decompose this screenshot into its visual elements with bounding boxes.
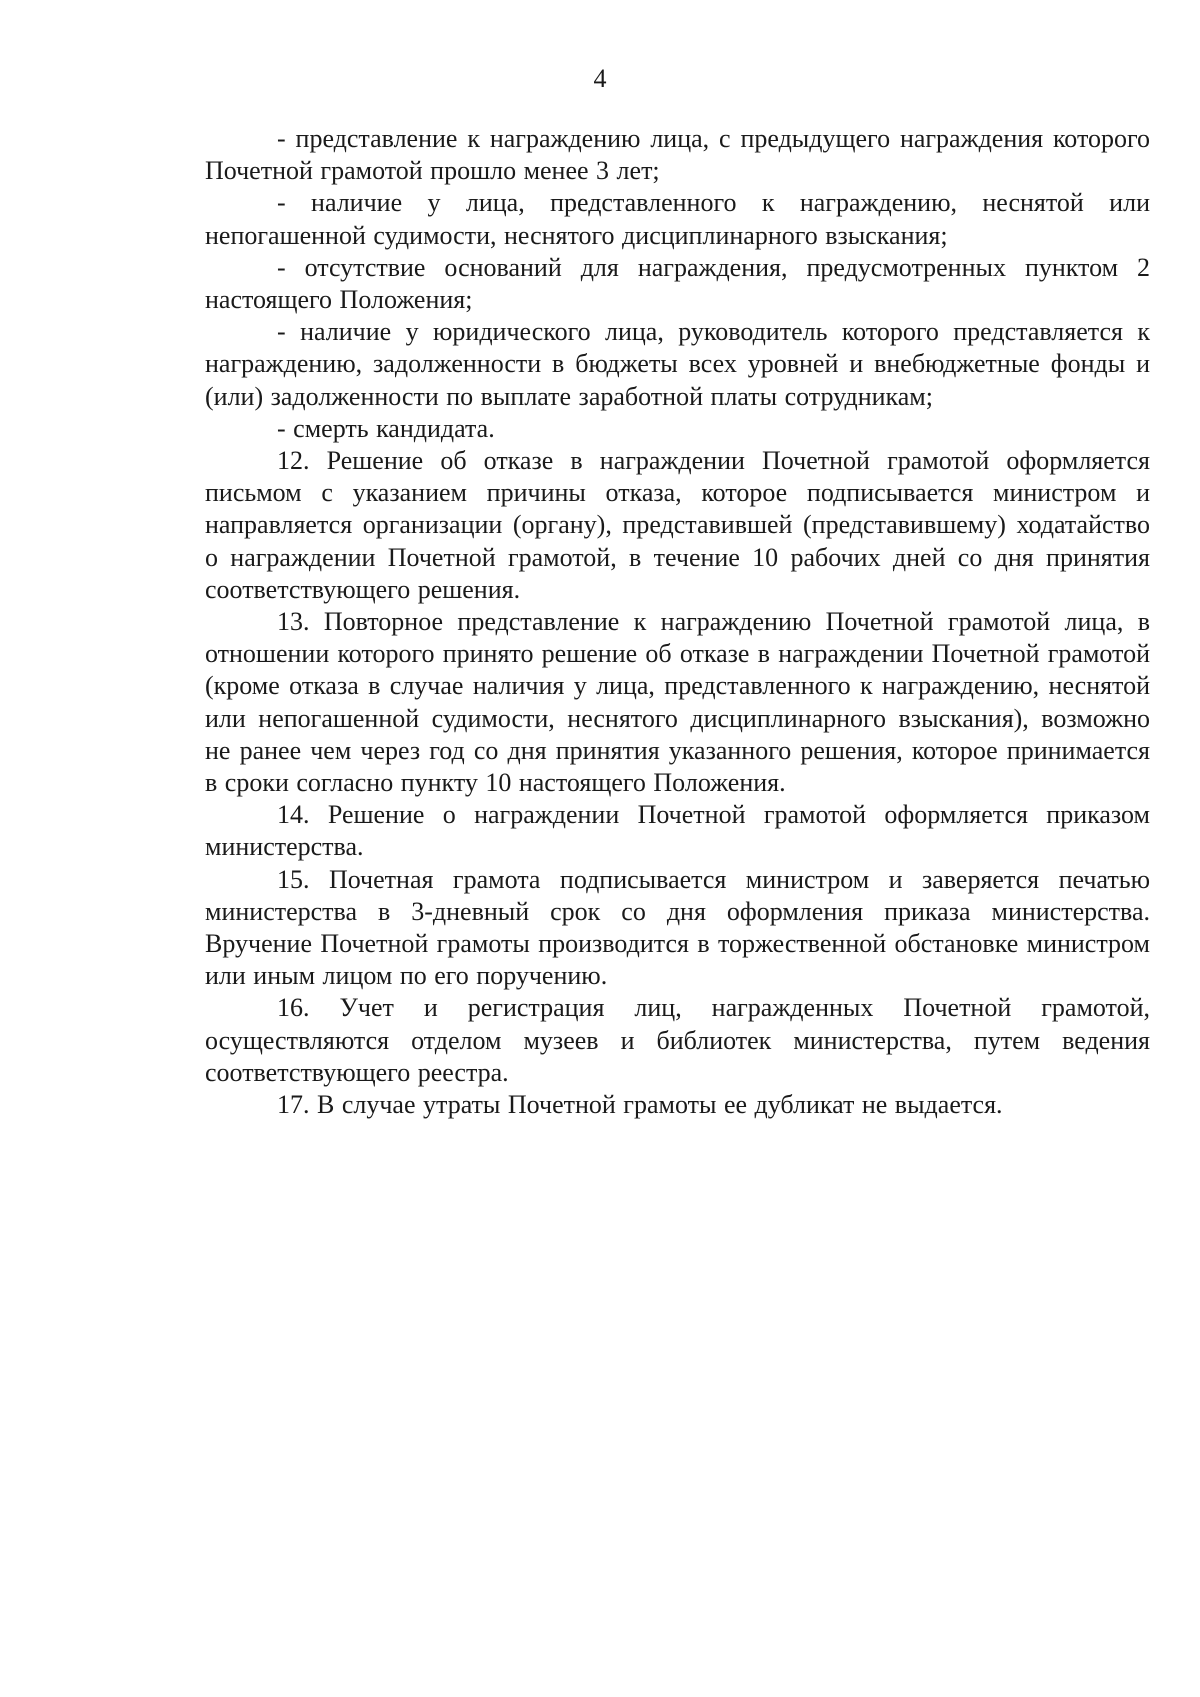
clause-17: 17. В случае утраты Почетной грамоты ее дубликат не выдается. bbox=[277, 1090, 1003, 1120]
clause-12: 12. Решение об отказе в награждении Почетной грамотой оформляется письмом с указанием причины отказа, которое подписывается министром и направляется организации (органу), представившей (представившему) ходатайство о награждении Почетной грамотой, в течение 10 рабочих дней со дня принятия соответствующего решения. bbox=[205, 446, 1150, 604]
clause-15: 15. Почетная грамота подписывается министром и заверяется печатью министерства в 3-дневный срок со дня оформления приказа министерства. Вручение Почетной грамоты производится в торжественной обстановке министром или иным лицом по его поручению. bbox=[205, 864, 1150, 991]
page-number: 4 bbox=[593, 64, 607, 93]
clause-14: 14. Решение о награждении Почетной грамотой оформляется приказом министерства. bbox=[205, 800, 1150, 862]
clause-bullet-no-grounds: - отсутствие оснований для награждения, предусмотренных пунктом 2 настоящего Положения; bbox=[205, 252, 1150, 315]
clause-bullet-previous-award: - представление к награждению лица, с предыдущего награждения которого Почетной грамотой прошло менее 3 лет; bbox=[205, 124, 1150, 186]
document-body bbox=[205, 123, 1150, 1121]
clause-bullet-death: - смерть кандидата. bbox=[277, 413, 495, 443]
clause-bullet-criminal-record: - наличие у лица, представленного к награждению, неснятой или непогашенной судимости, неснятого дисциплинарного взыскания; bbox=[205, 188, 1150, 250]
clause-bullet-debts: - наличие у юридического лица, руководитель которого представляется к награждению, задолженности в бюджеты всех уровней и внебюджетные фонды и (или) задолженности по выплате заработной платы сотрудникам; bbox=[205, 317, 1150, 411]
clause-16: 16. Учет и регистрация лиц, награжденных Почетной грамотой, осуществляются отделом музеев и библиотек министерства, путем ведения соответствующего реестра. bbox=[205, 993, 1150, 1087]
clause-13: 13. Повторное представление к награждению Почетной грамотой лица, в отношении которого принято решение об отказе в награждении Почетной грамотой (кроме отказа в случае наличия у лица, представленного к награждению, неснятой или непогашенной судимости, неснятого дисциплинарного взыскания), возможно не ранее чем через год со дня принятия указанного решения, которое принимается в сроки согласно пункту 10 настоящего Положения. bbox=[205, 607, 1150, 798]
